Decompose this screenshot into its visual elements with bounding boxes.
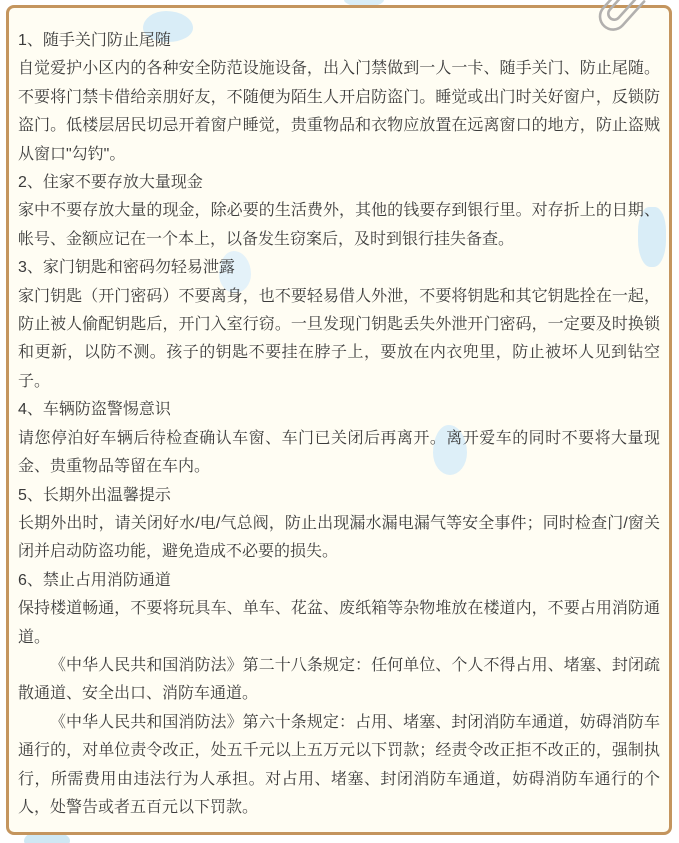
- section-heading: 3、家门钥匙和密码勿轻易泄露: [18, 259, 235, 277]
- section-paragraph: 家中不要存放大量的现金，除必要的生活费外，其他的钱要存到银行里。对存折上的日期、帐号、金额应记在一个本上，以备发生窃案后，及时到银行挂失备查。: [18, 202, 660, 248]
- section-heading: 5、长期外出温馨提示: [18, 486, 171, 504]
- section-paragraph: 请您停泊好车辆后待检查确认车窗、车门已关闭后再离开。离开爱车的同时不要将大量现金、贵重物品等留在车内。: [18, 429, 660, 476]
- section-paragraph: 家门钥匙（开门密码）不要离身，也不要轻易借人外泄，不要将钥匙和其它钥匙拴在一起，防止被人偷配钥匙后，开门入室行窃。一旦发现门钥匙丢失外泄开门密码，一定要及时换锁和更新，以防不测。孩子的钥匙不要挂在脖子上，要放在内衣兜里，防止被坏人见到钻空子。: [18, 287, 660, 390]
- section-heading: 4、车辆防盗警惕意识: [18, 401, 171, 419]
- section-heading: 2、住家不要存放大量现金: [18, 174, 203, 192]
- section-heading: 6、禁止占用消防通道: [18, 571, 171, 589]
- section-door-safety: [18, 27, 660, 169]
- section-paragraph: 保持楼道畅通，不要将玩具车、单车、花盆、废纸箱等杂物堆放在楼道内，不要占用消防通道。: [18, 600, 660, 646]
- content-panel: [6, 5, 672, 835]
- section-paragraph-law-28: 《中华人民共和国消防法》第二十八条规定：任何单位、个人不得占用、堵塞、封闭疏散通道、安全出口、消防车通道。: [18, 656, 660, 703]
- section-heading: 1、随手关门防止尾随: [18, 32, 171, 49]
- section-fire-lane: [18, 567, 660, 823]
- section-cash-at-home: [18, 169, 660, 254]
- section-vehicle-theft: [18, 396, 660, 481]
- section-long-absence: [18, 482, 660, 567]
- notice-text: [9, 8, 669, 822]
- section-paragraph-law-60: 《中华人民共和国消防法》第六十条规定：占用、堵塞、封闭消防车通道，妨碍消防车通行的，对单位责令改正，处五千元以上五万元以下罚款；经责令改正拒不改正的，强制执行，所需费用由违法行为人承担。对占用、堵塞、封闭消防车通道，妨碍消防车通行的个人，处警告或者五百元以下罚款。: [18, 713, 660, 816]
- section-paragraph: 长期外出时，请关闭好水/电/气总阀，防止出现漏水漏电漏气等安全事件；同时检查门/窗关闭并启动防盗功能，避免造成不必要的损失。: [18, 514, 660, 561]
- section-paragraph: 自觉爱护小区内的各种安全防范设施设备，出入门禁做到一人一卡、随手关门、防止尾随。不要将门禁卡借给亲朋好友，不随便为陌生人开启防盗门。睡觉或出门时关好窗户，反锁防盗门。低楼层居民切忌开着窗户睡觉，贵重物品和衣物应放置在远离窗口的地方，防止盗贼从窗口"勾钓"。: [18, 60, 660, 163]
- section-keys-passwords: [18, 254, 660, 396]
